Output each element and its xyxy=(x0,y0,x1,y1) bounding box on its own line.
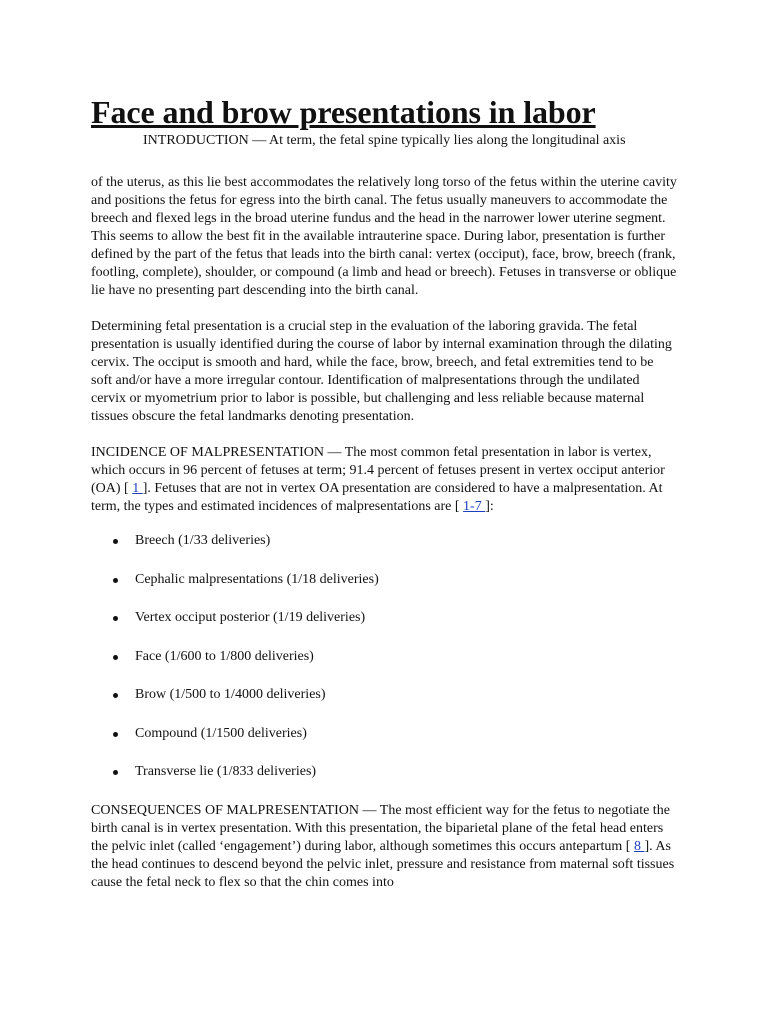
incidence-heading: INCIDENCE OF MALPRESENTATION xyxy=(91,445,324,460)
list-item-text: Compound (1/1500 deliveries) xyxy=(135,725,307,741)
consequences-heading: CONSEQUENCES OF MALPRESENTATION xyxy=(91,802,360,818)
list-item-text: Brow (1/500 to 1/4000 deliveries) xyxy=(135,687,326,702)
bullet-icon xyxy=(113,578,118,583)
bullet-icon xyxy=(113,732,118,737)
reference-link-8[interactable]: 8 xyxy=(633,838,645,854)
list-item-text: Face (1/600 to 1/800 deliveries) xyxy=(135,648,314,664)
bullet-icon xyxy=(113,616,118,621)
incidence-paragraph xyxy=(91,444,678,516)
list-item xyxy=(91,763,678,781)
bullet-icon xyxy=(113,693,118,698)
bullet-icon xyxy=(113,770,118,775)
bullet-icon xyxy=(113,655,118,660)
bullet-icon xyxy=(113,539,118,544)
list-item xyxy=(91,609,678,627)
list-item-text: Cephalic malpresentations (1/18 deliveries) xyxy=(135,571,379,587)
incidence-text-c: ]: xyxy=(485,499,494,514)
list-item xyxy=(91,532,678,550)
incidence-text-b: ]. Fetuses that are not in vertex OA presentation are considered to have a malpresentation. At term, the types and estimated incidences of malpresentations are [ xyxy=(91,481,663,514)
determining-paragraph: Determining fetal presentation is a crucial step in the evaluation of the laboring gravida. The fetal presentation is usually identified during the course of labor by internal examination through the dilating cervix. The occiput is smooth and hard, while the face, brow, breech, and fetal extremities tend to be soft and/or have a more irregular contour. Identification of malpresentations through the undilated cervix or myometrium prior to labor is possible, but challenging and less reliable because maternal tissues obscure the fetal landmarks denoting presentation. xyxy=(91,319,672,424)
document-title: Face and brow presentations in labor xyxy=(91,94,596,130)
consequences-text-b: ]. As the head continues to descend beyond the pelvic inlet, pressure and resistance from maternal soft tissues cause the fetal neck to flex so that the chin comes into xyxy=(91,838,675,890)
intro-first-line xyxy=(143,132,678,149)
reference-link-1-7[interactable]: 1-7 xyxy=(463,499,486,514)
reference-link-1[interactable]: 1 xyxy=(132,481,143,496)
consequences-paragraph xyxy=(91,802,678,892)
intro-first-line-text: — At term, the fetal spine typically lies along the longitudinal axis xyxy=(248,133,626,148)
list-item xyxy=(91,571,678,589)
list-item xyxy=(91,725,678,743)
list-item xyxy=(91,648,678,666)
document-page xyxy=(91,92,678,892)
list-item-text: Breech (1/33 deliveries) xyxy=(135,533,271,548)
list-item xyxy=(91,686,678,704)
list-item-text: Transverse lie (1/833 deliveries) xyxy=(135,764,317,779)
intro-paragraph: of the uterus, as this lie best accommodates the relatively long torso of the fetus within the uterine cavity and positions the fetus for egress into the birth canal. The fetus usually maneuvers to accommodate the breech and flexed legs in the broad uterine fundus and the head in the narrower lower uterine segment. This seems to allow the best fit in the available intrauterine space. During labor, presentation is further defined by the part of the fetus that leads into the birth canal: vertex (occiput), face, brow, breech (frank, footling, complete), shoulder, or compound (a limb and head or breech). Fetuses in transverse or oblique lie have no presenting part descending into the birth canal. xyxy=(91,175,677,298)
intro-heading: INTRODUCTION xyxy=(143,133,249,148)
consequences-text-a: — The most efficient way for the fetus to negotiate the birth canal is in vertex presentation. With this presentation, the biparietal plane of the fetal head enters the pelvic inlet (called ‘engagement’) during labor, although sometimes this occurs antepartum [ xyxy=(91,802,670,854)
list-item-text: Vertex occiput posterior (1/19 deliveries) xyxy=(135,610,366,625)
malpresentation-list xyxy=(91,532,678,781)
incidence-text-a: — The most common fetal presentation in labor is vertex, which occurs in 96 percent of fetuses at term; 91.4 percent of fetuses present in vertex occiput anterior (OA) [ xyxy=(91,445,665,496)
